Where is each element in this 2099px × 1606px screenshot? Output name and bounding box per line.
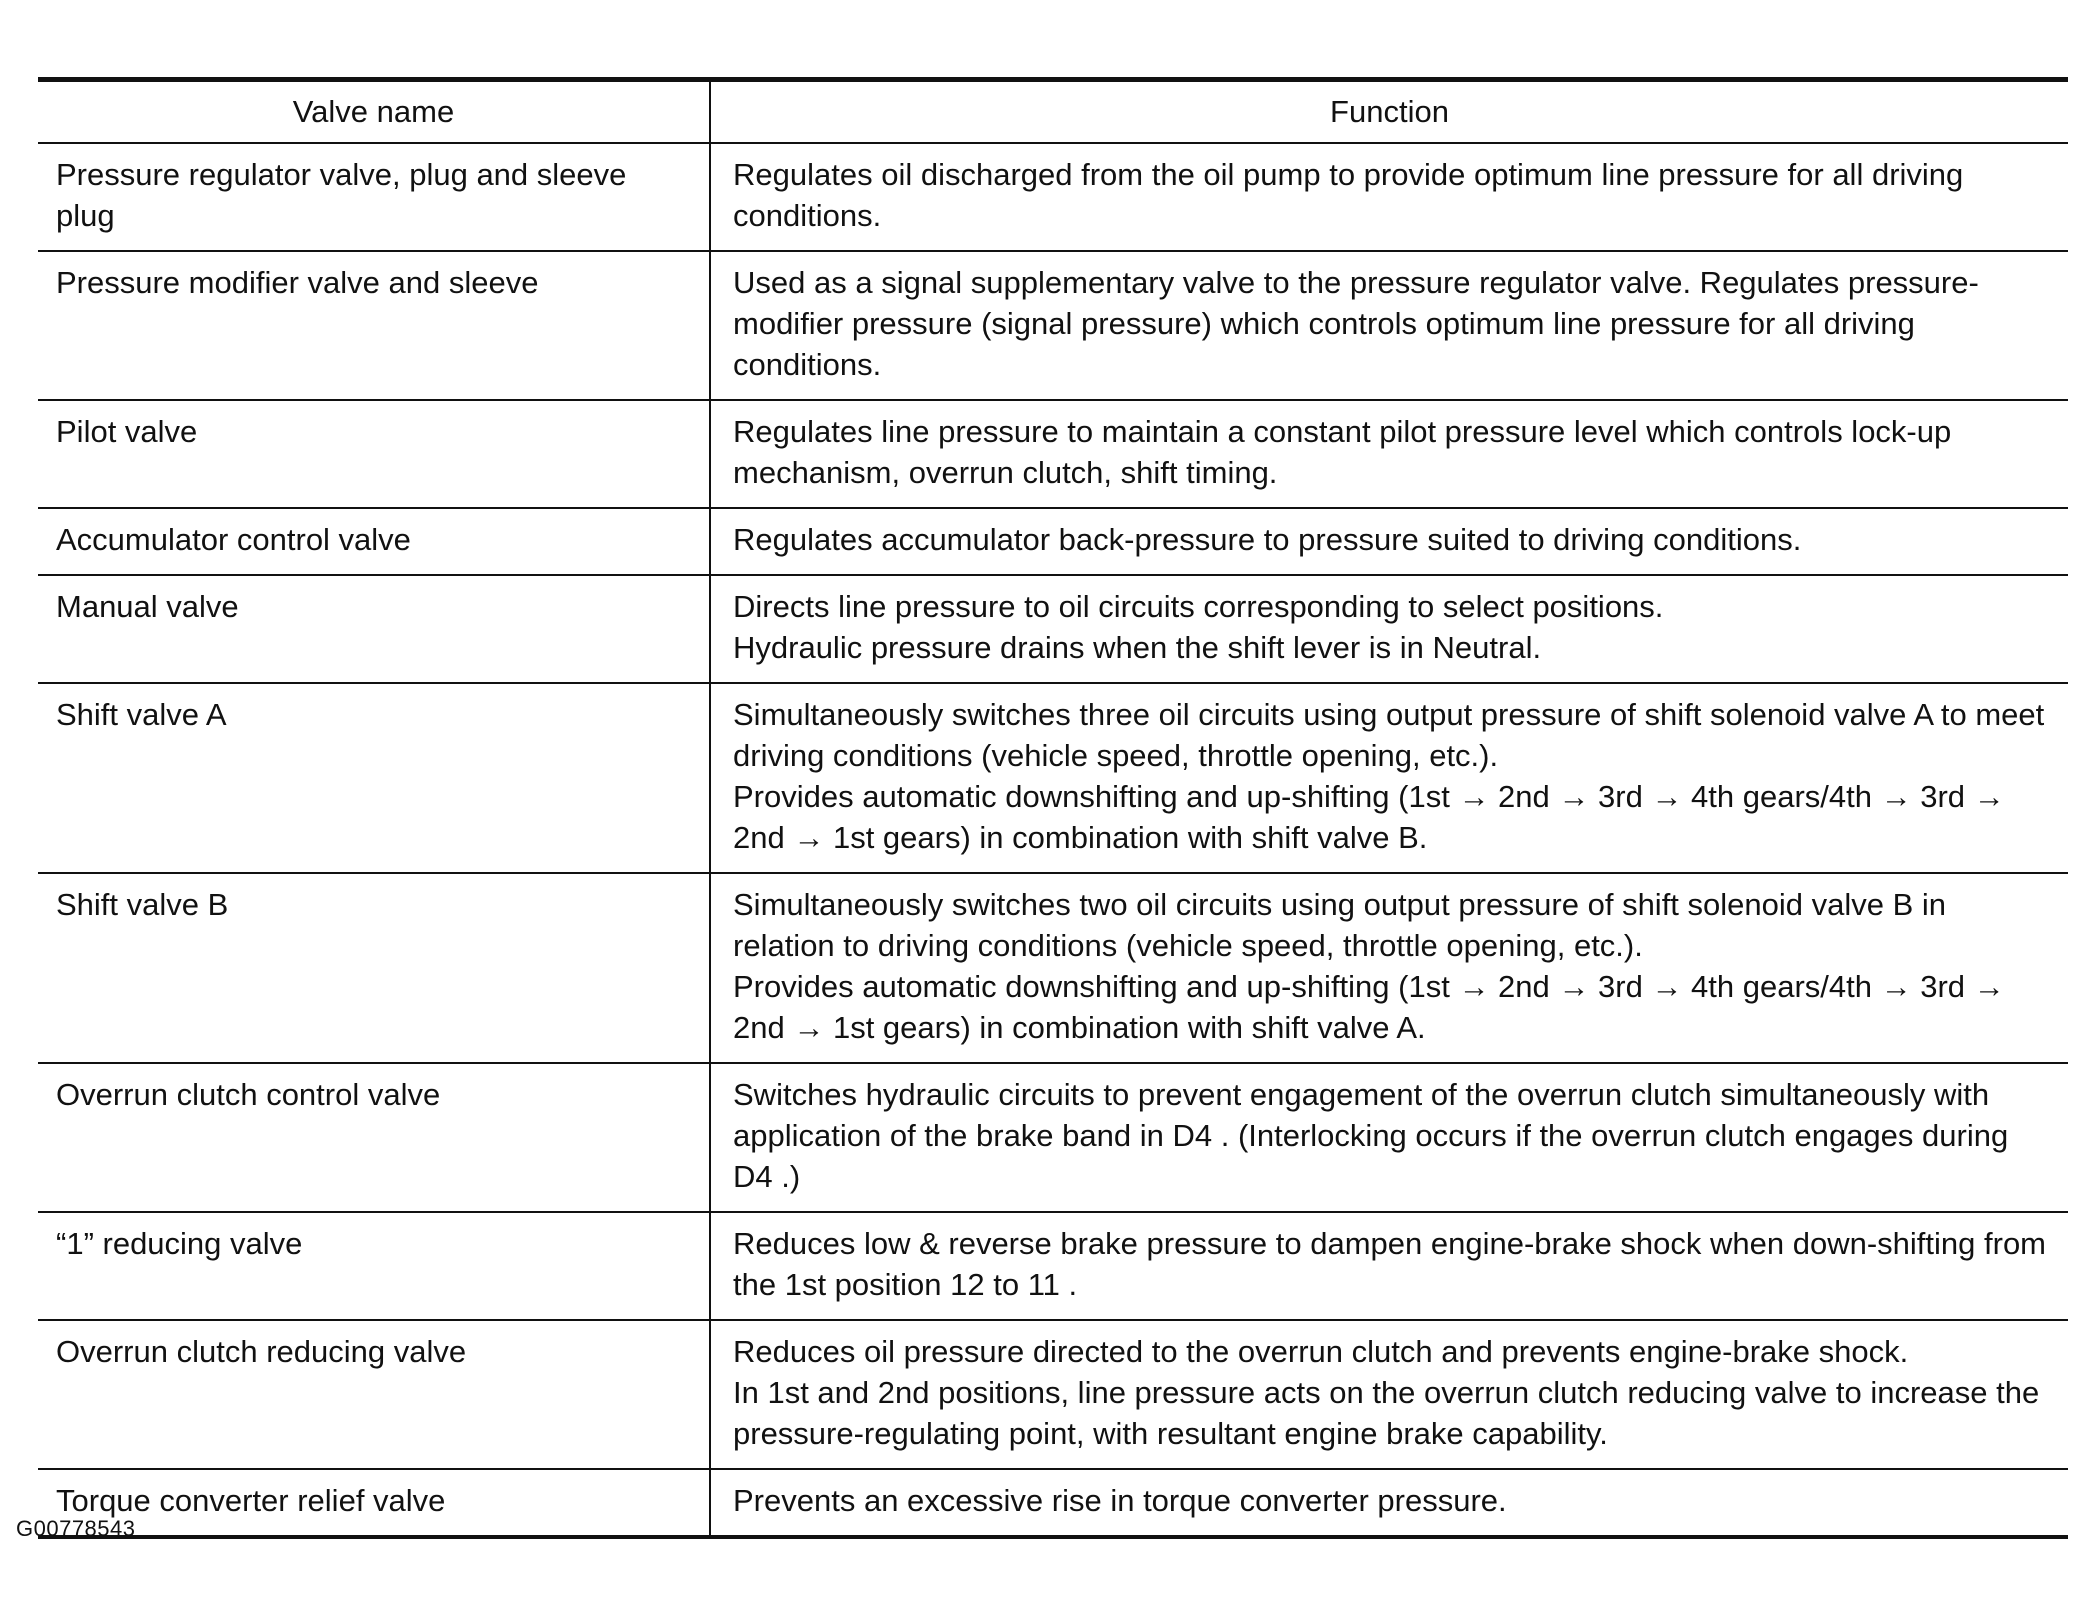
valve-function-table	[38, 77, 2068, 1539]
table-row	[38, 1320, 2068, 1469]
valve-name-cell: Torque converter relief valve	[38, 1469, 710, 1537]
function-text: Switches hydraulic circuits to prevent engagement of the overrun clutch simultaneously with application of the brake band in D4 . (Interlocking occurs if the overrun clutch engages during D4 .)	[733, 1077, 2009, 1194]
valve-name-cell: Manual valve	[38, 575, 710, 683]
function-text: Reduces low & reverse brake pressure to dampen engine-brake shock when down-shifting from the 1st position 12 to 11 .	[733, 1226, 2047, 1302]
function-text: Used as a signal supplementary valve to the pressure regulator valve. Regulates pressure-modifier pressure (signal pressure) which controls optimum line pressure for all driving conditions.	[733, 265, 1979, 382]
function-text: In 1st and 2nd positions, line pressure acts on the overrun clutch reducing valve to increase the pressure-regulating point, with resultant engine brake capability.	[733, 1375, 2040, 1451]
valve-name-cell: Pressure modifier valve and sleeve	[38, 251, 710, 400]
figure-code: G00778543	[16, 1516, 136, 1541]
function-text: Regulates accumulator back-pressure to pressure suited to driving conditions.	[733, 522, 1802, 557]
valve-name-cell: Shift valve B	[38, 873, 710, 1063]
table-row	[38, 143, 2068, 251]
valve-name-cell: Shift valve A	[38, 683, 710, 873]
valve-name-cell: Pilot valve	[38, 400, 710, 508]
function-cell	[710, 143, 2068, 251]
function-text: Simultaneously switches three oil circuits using output pressure of shift solenoid valve A to meet driving conditions (vehicle speed, throttle opening, etc.).	[733, 697, 2045, 773]
function-cell	[710, 1469, 2068, 1537]
table-row	[38, 1212, 2068, 1320]
function-cell	[710, 1212, 2068, 1320]
table-header-row	[38, 80, 2068, 144]
valve-name-cell: Pressure regulator valve, plug and sleeve plug	[38, 143, 710, 251]
function-text: Provides automatic downshifting and up-shifting (1st → 2nd → 3rd → 4th gears/4th → 3rd → 2nd → 1st gears) in combination with shift valve A.	[733, 969, 2005, 1045]
function-text: Regulates line pressure to maintain a constant pilot pressure level which controls lock-up mechanism, overrun clutch, shift timing.	[733, 414, 1952, 490]
function-text: Provides automatic downshifting and up-shifting (1st → 2nd → 3rd → 4th gears/4th → 3rd → 2nd → 1st gears) in combination with shift valve B.	[733, 779, 2005, 855]
function-cell	[710, 683, 2068, 873]
table-row	[38, 251, 2068, 400]
table-row	[38, 400, 2068, 508]
table-row	[38, 575, 2068, 683]
function-cell	[710, 1063, 2068, 1212]
valve-name-cell: Overrun clutch control valve	[38, 1063, 710, 1212]
table-row	[38, 1063, 2068, 1212]
valve-name-cell: “1” reducing valve	[38, 1212, 710, 1320]
table-row	[38, 1469, 2068, 1537]
function-cell	[710, 251, 2068, 400]
valve-name-cell: Overrun clutch reducing valve	[38, 1320, 710, 1469]
function-cell	[710, 508, 2068, 575]
table-row	[38, 873, 2068, 1063]
function-text: Prevents an excessive rise in torque converter pressure.	[733, 1483, 1507, 1518]
function-text: Hydraulic pressure drains when the shift lever is in Neutral.	[733, 630, 1542, 665]
function-cell	[710, 575, 2068, 683]
function-cell	[710, 873, 2068, 1063]
function-header: Function	[710, 80, 2068, 144]
valve-name-header: Valve name	[38, 80, 710, 144]
function-text: Reduces oil pressure directed to the overrun clutch and prevents engine-brake shock.	[733, 1334, 1909, 1369]
function-text: Directs line pressure to oil circuits corresponding to select positions.	[733, 589, 1664, 624]
valve-name-cell: Accumulator control valve	[38, 508, 710, 575]
function-text: Regulates oil discharged from the oil pump to provide optimum line pressure for all driving conditions.	[733, 157, 1964, 233]
table-row	[38, 508, 2068, 575]
function-text: Simultaneously switches two oil circuits using output pressure of shift solenoid valve B in relation to driving conditions (vehicle speed, throttle opening, etc.).	[733, 887, 1947, 963]
table-row	[38, 683, 2068, 873]
function-cell	[710, 1320, 2068, 1469]
function-cell	[710, 400, 2068, 508]
